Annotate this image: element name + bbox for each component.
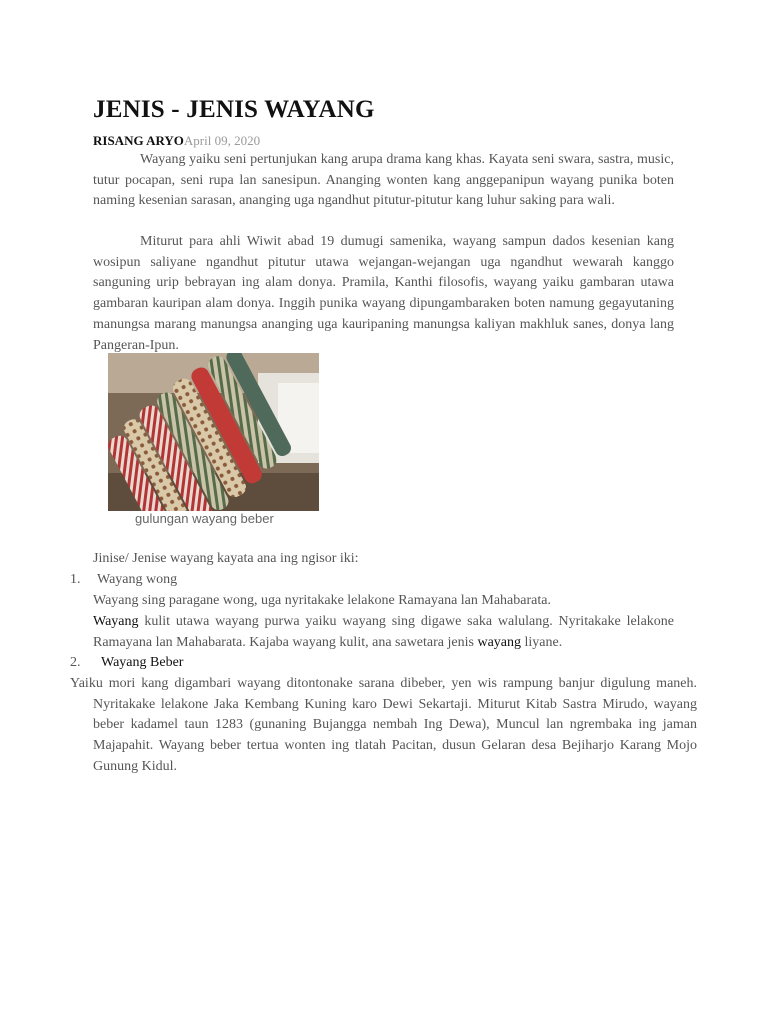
wayang-kulit-text-2: liyane. (521, 634, 563, 650)
wayang-link-2: wayang (477, 634, 521, 650)
author-name: RISANG ARYO (93, 133, 184, 148)
post-date: April 09, 2020 (183, 133, 261, 148)
list-number-2: 2. (70, 655, 81, 670)
document-title: JENIS - JENIS WAYANG (93, 96, 375, 123)
list-number-1: 1. (70, 572, 81, 587)
list-item-desc-1: Wayang sing paragane wong, uga nyritakake lelakone Ramayana lan Mahabarata. (93, 593, 551, 608)
list-item-title-2: Wayang Beber (101, 655, 184, 670)
wayang-kulit-text-1: kulit utawa wayang purwa yaiku wayang sing digawe saka walulang. Nyritakake lelakone Ramayana lan Mahabarata. Kajaba wayang kulit, ana sawetara jenis (93, 614, 674, 650)
paragraph-philosophy: Miturut para ahli Wiwit abad 19 dumugi samenika, wayang sampun dados kesenian kang wosipun saliyane ngandhut pitutur utawa wejangan-wejangan uga ngandhut wewarah kanggo sanguning urip bebrayan ing alam donya. Pramila, Kanthi filosofis, wayang yaiku gambaran utawa gambaran kauripan alam donya. Inggih punika wayang dipungambaraken boten namung gegayutaning manungsa marang manungsa ananging uga kauripaning manungsa kaliyan makhluk sanes, donya lang Pangeran-Ipun. (93, 234, 674, 353)
paragraph-intro: Wayang yaiku seni pertunjukan kang arupa drama kang khas. Kayata seni swara, sastra, music, tutur pocapan, seni rupa lan sanesipun. Ananging wonten kang anggepanipun wayang punika boten naming kesenian sarasan, ananging uga ngandhut pitutur-pitutur kang luhur saking para wali. (93, 152, 674, 209)
list-item-desc-2: Yaiku mori kang digambari wayang ditontonake sarana dibeber, yen wis rampung banjur digulung maneh. Nyritakake lelakone Jaka Kembang Kuning karo Dewi Sekartaji. Miturut Kitab Sastra Mirudo, wayang beber kadamel taun 1283 (gunaning Bujangga nembah Ing Dewa), Muncul lan ngrembaka ing jaman Majapahit. Wayang beber tertua wonten ing tlatah Pacitan, dusun Gelaran desa Bejiharjo Karang Mojo Gunung Kidul. (70, 676, 697, 774)
list-item-title-1: Wayang wong (97, 572, 178, 587)
list-intro: Jinise/ Jenise wayang kayata ana ing ngisor iki: (93, 551, 359, 566)
byline (93, 132, 260, 150)
wayang-link-1: Wayang (93, 614, 139, 629)
image-caption: gulungan wayang beber (135, 511, 274, 526)
wayang-kulit-paragraph (93, 612, 674, 653)
wayang-beber-scrolls-image (108, 353, 319, 511)
